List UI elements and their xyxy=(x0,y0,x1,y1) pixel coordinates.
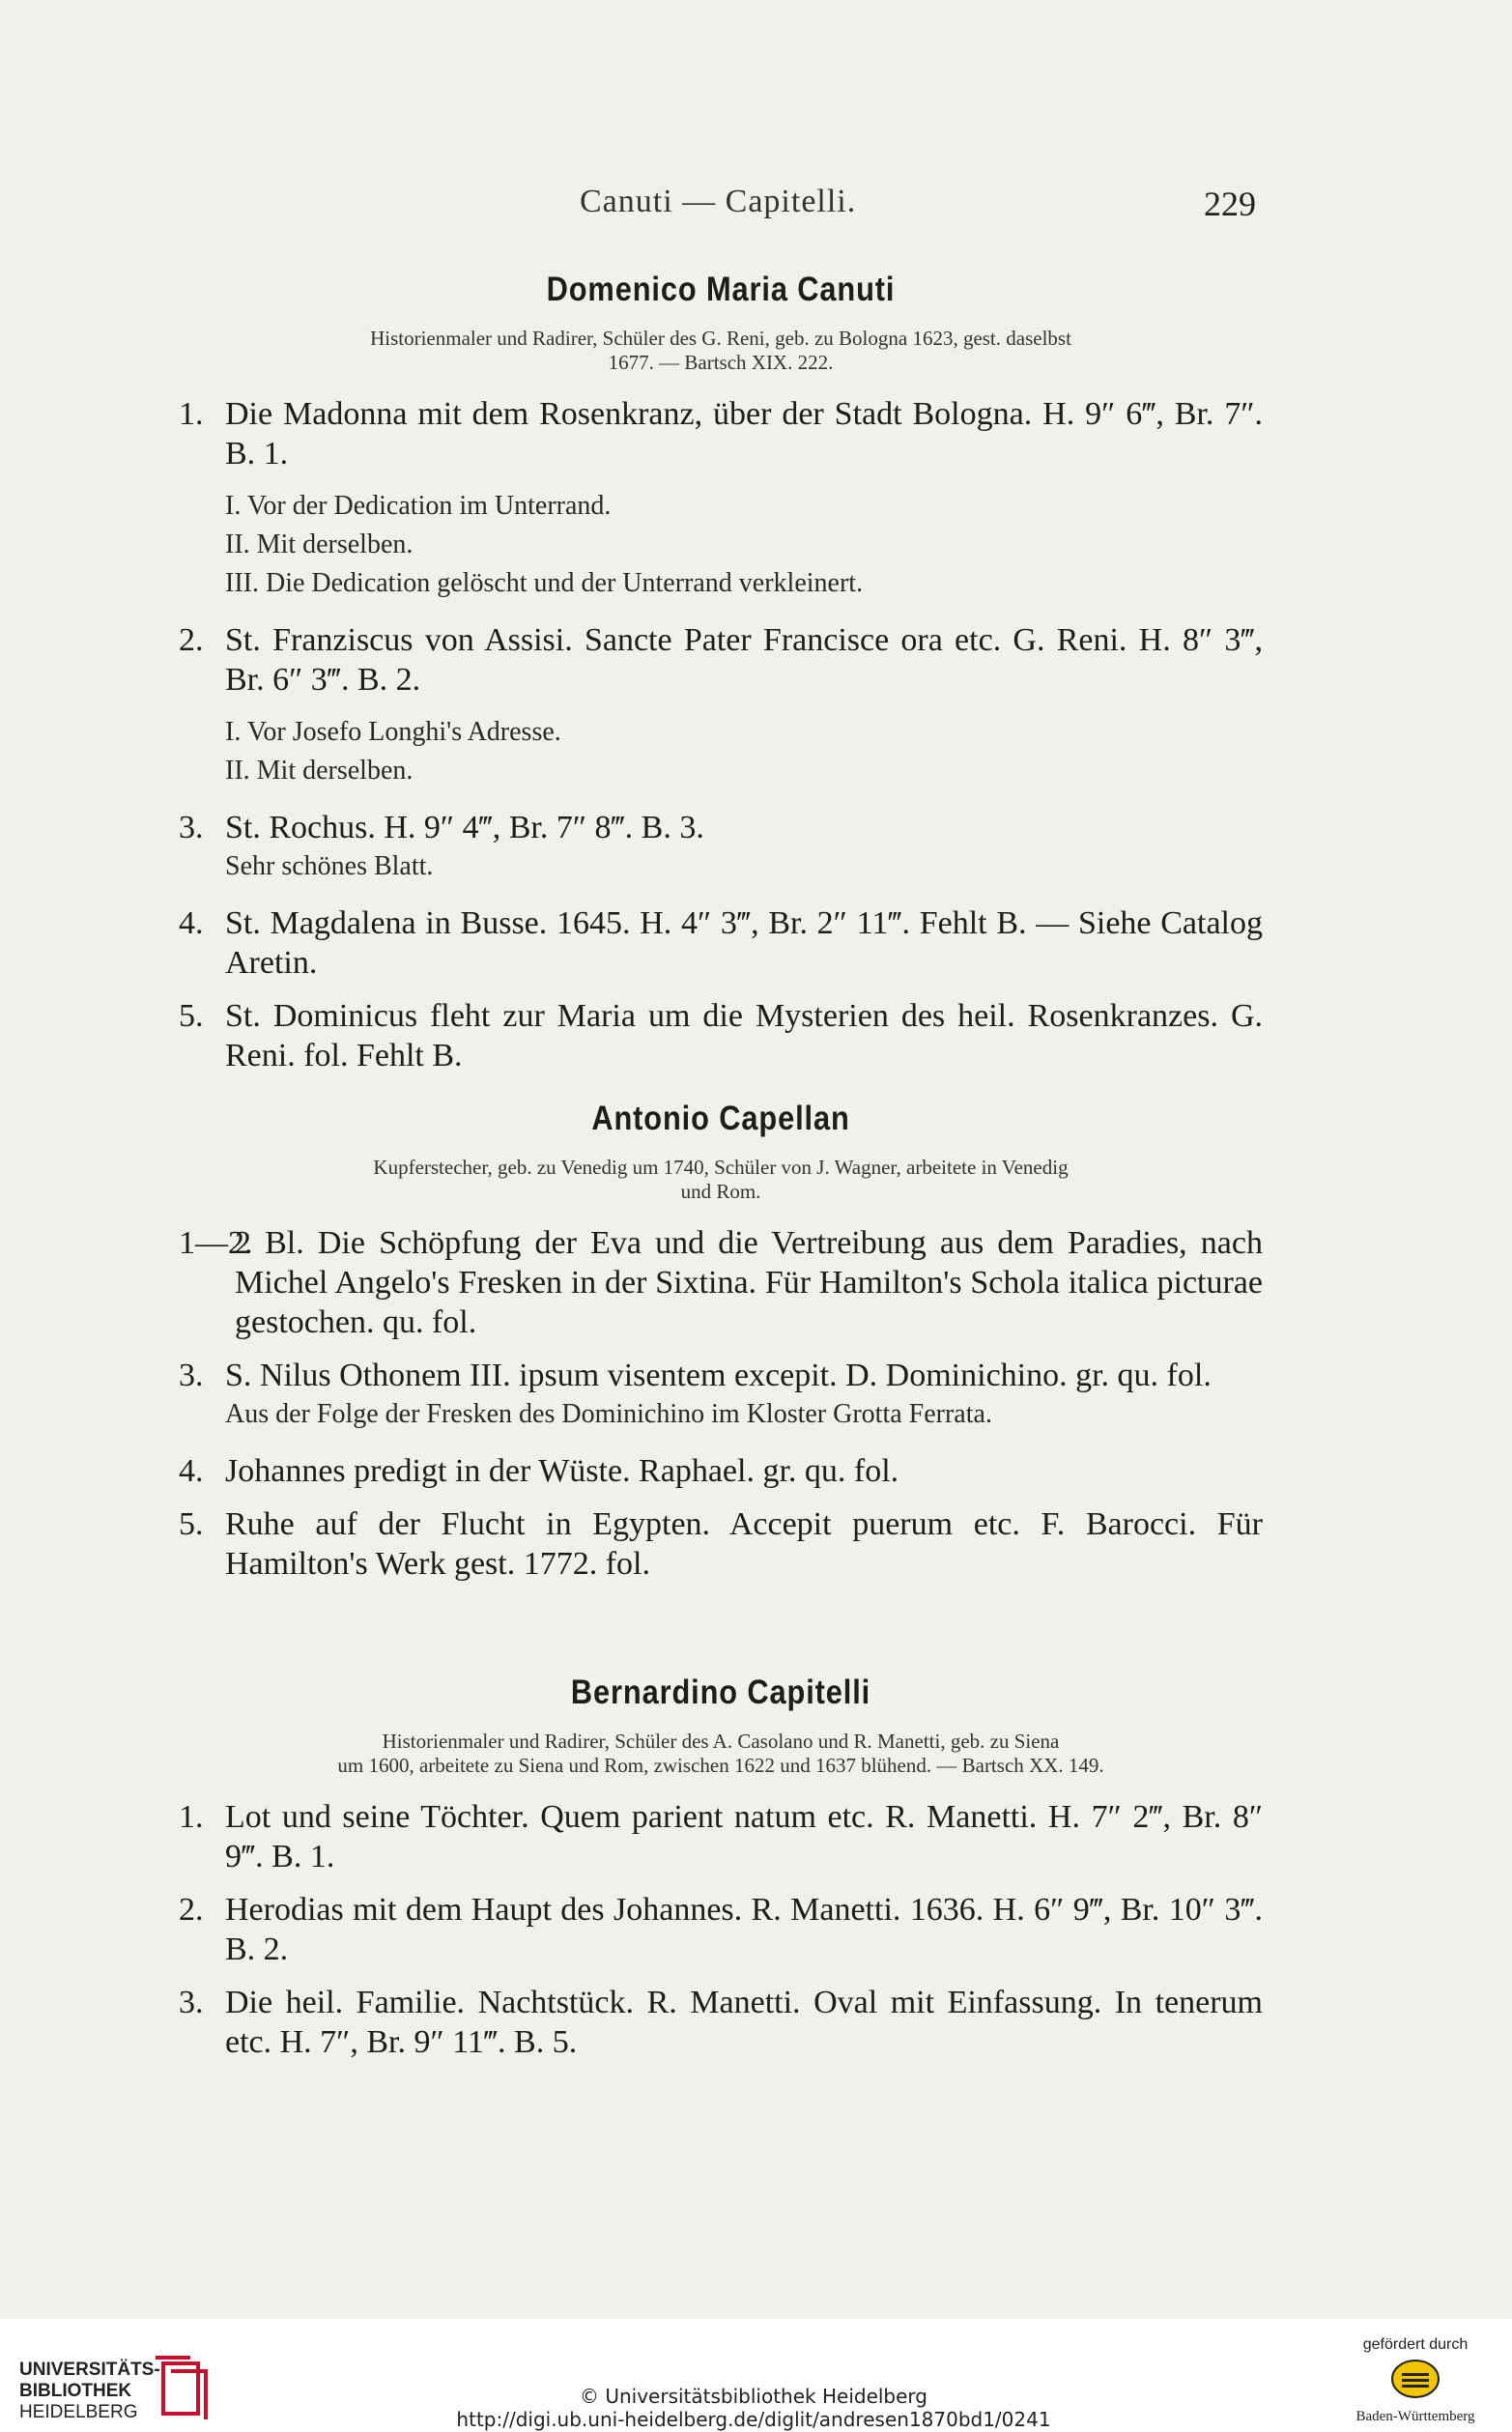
catalog-entry xyxy=(179,620,1263,700)
library-line: UNIVERSITÄTS- xyxy=(19,2360,160,2380)
library-name xyxy=(19,2360,160,2423)
state-line: III. Die Dedication gelöscht und der Unterrand verkleinert. xyxy=(225,568,864,598)
page-number: 229 xyxy=(1204,185,1256,223)
bio-line: um 1600, arbeitete zu Siena und Rom, zwischen 1622 und 1637 blühend. — Bartsch XX. 149. xyxy=(337,1754,1104,1777)
entry-number: 1—2. xyxy=(179,1225,253,1261)
entry-text: Lot und seine Töchter. Quem parient natum etc. R. Manetti. H. 7″ 2‴, Br. 8″ 9‴. B. 1. xyxy=(225,1799,1263,1874)
entry-number: 4. xyxy=(179,1453,204,1489)
catalog-entry xyxy=(179,1983,1263,2062)
footer-credits xyxy=(425,2385,1082,2431)
permalink[interactable]: http://digi.ub.uni-heidelberg.de/diglit/andresen1870bd1/0241 xyxy=(456,2408,1051,2431)
artist-bio xyxy=(208,1730,1234,1778)
state-line: II. Mit derselben. xyxy=(225,529,414,559)
bio-line: 1677. — Bartsch XIX. 222. xyxy=(608,351,834,374)
section-capitelli xyxy=(179,1674,1263,2075)
entry-text: Die Madonna mit dem Rosenkranz, über der Stadt Bologna. H. 9″ 6‴, Br. 7″. B. 1. xyxy=(225,396,1263,472)
catalog-entry xyxy=(179,1504,1263,1584)
section-canuti xyxy=(179,271,1263,1089)
entry-number: 3. xyxy=(179,1358,204,1393)
catalog-entry xyxy=(179,394,1263,473)
state-line: II. Mit derselben. xyxy=(225,756,414,786)
entry-number: 2. xyxy=(179,622,204,658)
entry-text: St. Franziscus von Assisi. Sancte Pater Francisce ora etc. G. Reni. H. 8″ 3‴, Br. 6″ 3‴. B. 2. xyxy=(225,622,1263,698)
entry-note: Aus der Folge der Fresken des Dominichino im Kloster Grotta Ferrata. xyxy=(225,1399,992,1429)
catalog-entry xyxy=(179,1797,1263,1876)
sponsor-label: gefördert durch xyxy=(1362,2336,1469,2353)
entry-text: Johannes predigt in der Wüste. Raphael. gr. qu. fol. xyxy=(225,1453,899,1489)
catalog-entry xyxy=(179,1451,1263,1491)
entry-number: 3. xyxy=(179,1985,204,2020)
entry-text: St. Rochus. H. 9″ 4‴, Br. 7″ 8‴. B. 3. xyxy=(225,810,704,845)
entry-number: 4. xyxy=(179,905,204,941)
artist-name: Domenico Maria Canuti xyxy=(546,271,896,308)
artist-name: Bernardino Capitelli xyxy=(570,1674,871,1711)
library-line: BIBLIOTHEK xyxy=(19,2381,132,2401)
copyright-text: © Universitätsbibliothek Heidelberg xyxy=(579,2385,927,2408)
entry-number: 5. xyxy=(179,1506,204,1542)
sponsor-name: Baden-Württemberg xyxy=(1355,2409,1475,2424)
entry-text: St. Dominicus fleht zur Maria um die Mysterien des heil. Rosenkranzes. G. Reni. fol. Fehlt B. xyxy=(225,998,1263,1073)
catalog-entry xyxy=(179,1890,1263,1969)
digitization-footer xyxy=(0,2319,1512,2432)
catalog-entry xyxy=(179,808,1263,847)
entry-text: 2 Bl. Die Schöpfung der Eva und die Vertreibung aus dem Paradies, nach Michel Angelo's Fresken in der Sixtina. Für Hamilton's Schola italica picturae gestochen. qu. fol. xyxy=(235,1225,1263,1340)
state-line: I. Vor der Dedication im Unterrand. xyxy=(225,491,612,521)
entry-number: 3. xyxy=(179,810,204,845)
artist-bio xyxy=(208,327,1234,375)
entry-text: Ruhe auf der Flucht in Egypten. Accepit puerum etc. F. Barocci. Für Hamilton's Werk gest. 1772. fol. xyxy=(225,1506,1263,1582)
entry-note: Sehr schönes Blatt. xyxy=(225,851,434,881)
artist-name: Antonio Capellan xyxy=(591,1100,850,1137)
bio-line: Historienmaler und Radirer, Schüler des G. Reni, geb. zu Bologna 1623, gest. daselbst xyxy=(370,327,1071,350)
library-line: HEIDELBERG xyxy=(19,2402,138,2422)
catalog-entry xyxy=(179,996,1263,1075)
library-logo-icon xyxy=(150,2356,217,2421)
state-seal-icon xyxy=(1389,2358,1441,2400)
bio-line: und Rom. xyxy=(680,1180,761,1203)
running-head xyxy=(174,184,1256,242)
catalog-entry xyxy=(179,1356,1263,1395)
section-capellan xyxy=(179,1100,1263,1597)
bio-line: Kupferstecher, geb. zu Venedig um 1740, Schüler von J. Wagner, arbeitete in Venedig xyxy=(373,1156,1069,1179)
entry-text: Herodias mit dem Haupt des Johannes. R. Manetti. 1636. H. 6″ 9‴, Br. 10″ 3‴. B. 2. xyxy=(225,1892,1263,1967)
entry-number: 5. xyxy=(179,998,204,1034)
catalog-entry xyxy=(179,1223,1263,1342)
library-logo[interactable] xyxy=(19,2356,222,2423)
entry-number: 2. xyxy=(179,1892,204,1928)
catalog-entry xyxy=(179,903,1263,983)
entry-text: Die heil. Familie. Nachtstück. R. Manetti. Oval mit Einfassung. In tenerum etc. H. 7″, Br. 9″ 11‴. B. 5. xyxy=(225,1985,1263,2060)
artist-bio xyxy=(208,1156,1234,1204)
entry-number: 1. xyxy=(179,396,204,432)
bio-line: Historienmaler und Radirer, Schüler des A. Casolano und R. Manetti, geb. zu Siena xyxy=(382,1730,1060,1753)
sponsor-block xyxy=(1338,2336,1493,2425)
entry-text: St. Magdalena in Busse. 1645. H. 4″ 3‴, Br. 2″ 11‴. Fehlt B. — Siehe Catalog Aretin. xyxy=(225,905,1263,981)
entry-text: S. Nilus Othonem III. ipsum visentem excepit. D. Dominichino. gr. qu. fol. xyxy=(225,1358,1212,1393)
running-title: Canuti — Capitelli. xyxy=(580,184,857,219)
entry-number: 1. xyxy=(179,1799,204,1835)
state-line: I. Vor Josefo Longhi's Adresse. xyxy=(225,717,561,747)
